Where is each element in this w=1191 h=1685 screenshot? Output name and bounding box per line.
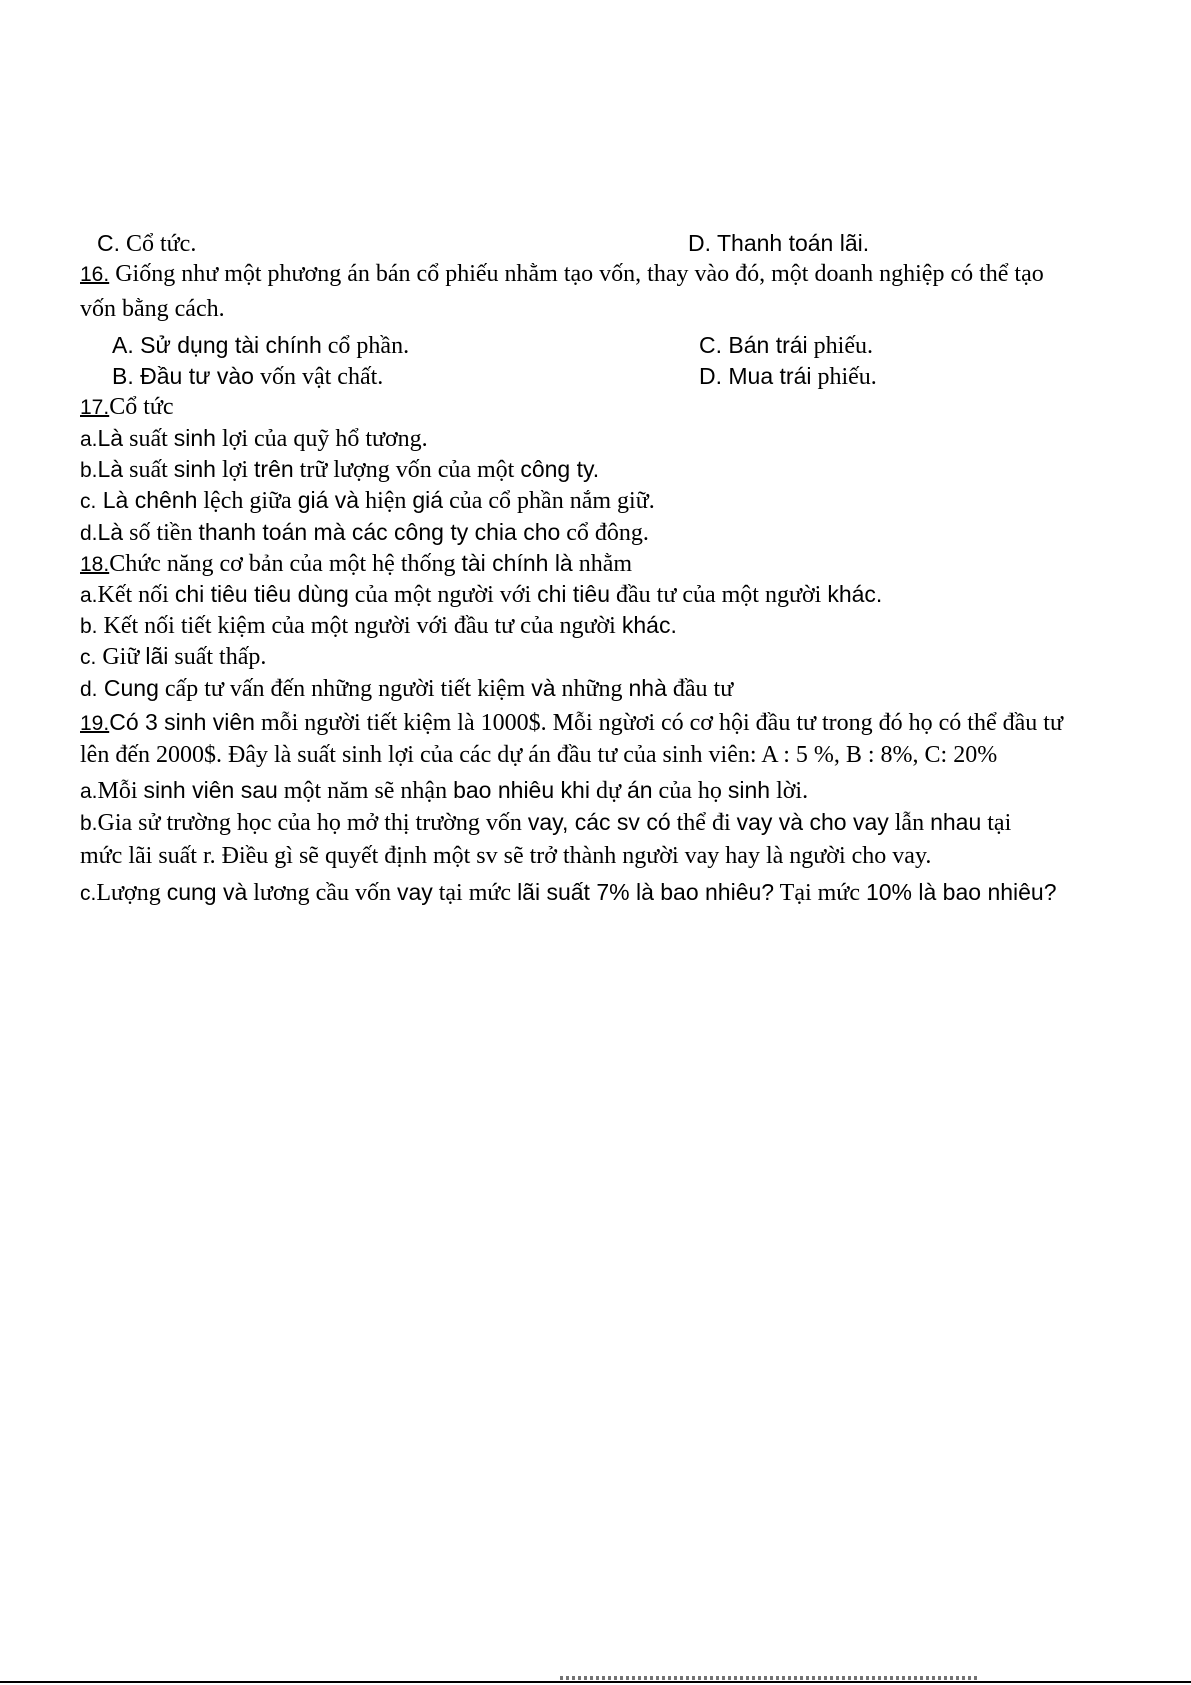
q19-option-c: c.Lượng cung và lương cầu vốn vay tại mức lãi suất 7% là bao nhiêu? Tại mức 10% là bao nhiêu?	[80, 879, 1057, 906]
q17-option-d: d.Là số tiền thanh toán mà các công ty chia cho cổ đông.	[80, 519, 649, 546]
q19-stem: 19.Có 3 sinh viên mỗi người tiết kiệm là 1000$. Mỗi ngừơi có cơ hội đầu tư trong đó họ có thể đầu tư	[80, 709, 1063, 736]
page-footer-marks	[560, 1676, 980, 1680]
q18-stem: 18.Chức năng cơ bản của một hệ thống tài chính là nhằm	[80, 550, 633, 577]
q17-option-b: b.Là suất sinh lợi trên trữ lượng vốn của một công ty.	[80, 456, 600, 483]
q18-number: 18.	[80, 553, 110, 576]
q19-option-b-line2: mức lãi suất r. Điều gì sẽ quyết định một sv sẽ trở thành người vay hay là người cho vay.	[80, 843, 932, 869]
q16-option-d: D. Mua trái phiếu.	[699, 363, 877, 390]
q16-option-a: A. Sử dụng tài chính cổ phần.	[112, 332, 410, 359]
q16-stem: 16. Giống như một phương án bán cổ phiếu nhằm tạo vốn, thay vào đó, một doanh nghiệp có thể tạo	[80, 261, 1044, 287]
q19-number: 19.	[80, 712, 110, 735]
q17-stem: 17.Cổ tức	[80, 394, 174, 420]
q16-stem-line2: vốn bằng cách.	[80, 296, 225, 322]
q17-option-c: c. Là chênh lệch giữa giá và hiện giá của cổ phần nắm giữ.	[80, 487, 655, 514]
q19-option-a: a.Mỗi sinh viên sau một năm sẽ nhận bao nhiêu khi dự án của họ sinh lời.	[80, 777, 809, 804]
q17-option-a: a.Là suất sinh lợi của quỹ hổ tương.	[80, 425, 428, 452]
q18-option-a: a.Kết nối chi tiêu tiêu dùng của một người với chi tiêu đầu tư của một người khác.	[80, 581, 883, 608]
q16-number: 16.	[80, 263, 110, 286]
q18-option-b: b. Kết nối tiết kiệm của một người với đầu tư của người khác.	[80, 612, 677, 639]
q15-option-c: C. Cổ tức.	[97, 230, 197, 257]
q18-option-d: d. Cung cấp tư vấn đến những người tiết kiệm và những nhà đầu tư	[80, 675, 734, 702]
q19-stem-line2: lên đến 2000$. Đây là suất sinh lợi của các dự án đầu tư của sinh viên: A : 5 %, B : 8%, C: 20%	[80, 742, 998, 768]
q19-option-b: b.Gia sử trường học của họ mở thị trường vốn vay, các sv có thể đi vay và cho vay lẫn nhau tại	[80, 809, 1012, 836]
page-bottom-rule	[0, 1681, 1191, 1683]
q16-option-c: C. Bán trái phiếu.	[699, 332, 873, 359]
q16-option-b: B. Đầu tư vào vốn vật chất.	[112, 363, 384, 390]
q18-option-c: c. Giữ lãi suất thấp.	[80, 643, 267, 670]
q17-number: 17.	[80, 396, 110, 419]
q15-option-d: D. Thanh toán lãi.	[688, 230, 870, 256]
